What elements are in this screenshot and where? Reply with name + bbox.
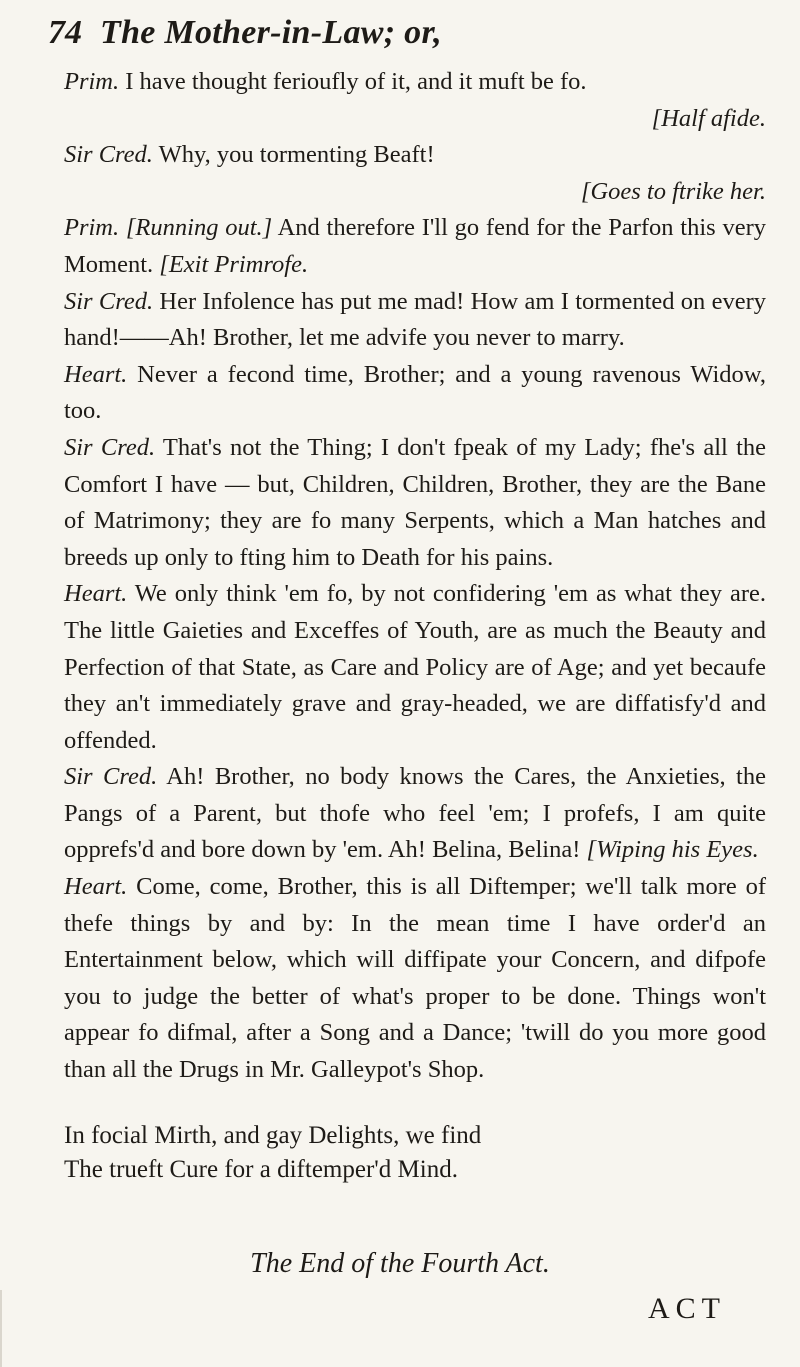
stage-direction: [Half afide.	[651, 104, 766, 132]
speaker-name: Sir Cred.	[64, 141, 153, 169]
couplet-line: In focial Mirth, and gay Delights, we find	[64, 1121, 482, 1149]
speech	[64, 357, 766, 430]
speech-text: Why, you tormenting Beaft!	[152, 141, 435, 169]
speech-text: That's not the Thing; I don't fpeak of my Lady; fhe's all the Comfort I have — but, Children, Children, Brother, they are the Bane of Matrimony; they are fo many Serpents, which a Man hatches and breeds up only to fting him to Death for his pains.	[64, 433, 767, 571]
speech-text: Come, come, Brother, this is all Diftemper; we'll talk more of thefe things by and by: In the mean time I have order'd an Entertainment below, which will diffipate your Concern, and difpofe you to judge the better of what's proper to be done. Things won't appear fo difmal, after a Song and a Dance; 'twill do you more good than all the Drugs in Mr. Galleypot's Shop.	[64, 873, 766, 1084]
act-end-title: The End of the Fourth Act.	[250, 1248, 550, 1279]
speech	[64, 284, 766, 357]
speech	[64, 430, 766, 576]
stage-direction: [Exit Primrofe.	[159, 250, 309, 278]
speaker-name: Heart.	[64, 360, 128, 388]
speech	[64, 210, 766, 283]
speech-text: I have thought ferioufly of it, and it muft be fo.	[119, 68, 587, 95]
speaker-name: Prim.	[64, 68, 120, 95]
page-number: 74	[48, 14, 82, 51]
speaker-name: Heart.	[64, 580, 128, 608]
page-edge-mark	[0, 1290, 32, 1367]
speaker-name: Sir Cred.	[64, 287, 154, 315]
running-title: The Mother-in-Law; or,	[100, 14, 442, 51]
speech	[64, 137, 766, 210]
speech-text: And therefore I'll go fend for the Parfon this very Moment.	[64, 214, 766, 278]
speech-text: Never a fecond time, Brother; and a young ravenous Widow, too.	[64, 360, 766, 425]
speech	[64, 576, 766, 759]
speaker-name: Prim.	[64, 214, 120, 242]
speech	[64, 759, 766, 869]
speech-text: Ah! Brother, no body knows the Cares, the Anxieties, the Pangs of a Parent, but thofe who feel 'em; I profefs, I am quite opprefs'd and bore down by 'em. Ah! Belina, Belina!	[64, 763, 766, 864]
speaker-name: Heart.	[64, 873, 128, 901]
speech	[64, 64, 766, 137]
stage-direction: [Goes to ftrike her.	[580, 177, 766, 205]
catchword: ACT	[648, 1292, 726, 1325]
speaker-name: Sir Cred.	[64, 433, 156, 461]
stage-direction: [Running out.]	[119, 214, 273, 242]
speech-text: Her Infolence has put me mad! How am I tormented on every hand!——Ah! Brother, let me advife you never to marry.	[64, 287, 767, 352]
speaker-name: Sir Cred.	[64, 763, 158, 791]
speech-text: We only think 'em fo, by not confidering 'em as what they are. The little Gaieties and Exceffes of Youth, are as much the Beauty and Perfection of that State, as Care and Policy are of Age; and yet becaufe they an't immediately grave and gray-headed, we are diffatisfy'd and offended.	[64, 580, 766, 754]
couplet-line: The trueft Cure for a diftemper'd Mind.	[64, 1155, 458, 1183]
play-text	[64, 64, 766, 1187]
speech	[64, 869, 766, 1089]
page-header	[48, 14, 768, 62]
closing-couplet	[64, 1119, 766, 1187]
stage-direction: [Wiping his Eyes.	[586, 836, 759, 864]
